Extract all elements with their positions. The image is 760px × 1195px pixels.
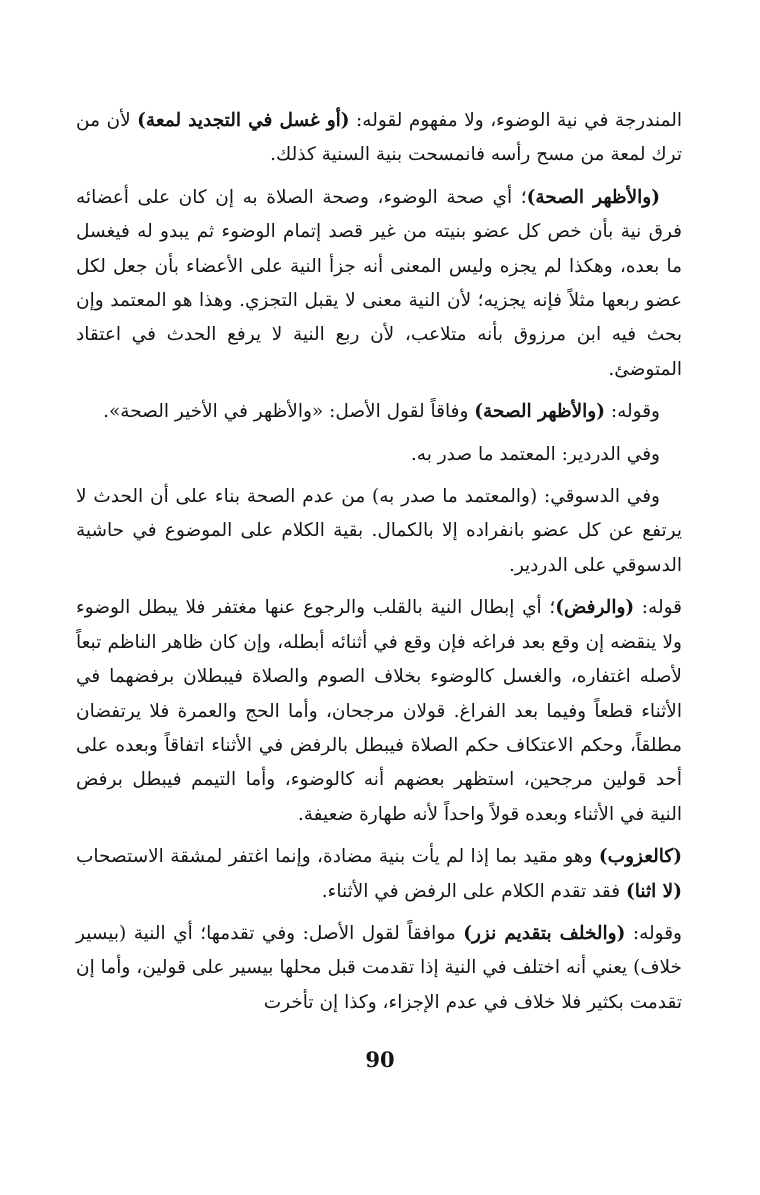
bold-text-run: (كالعزوب) xyxy=(598,846,682,868)
page-number: 90 xyxy=(365,1047,395,1072)
text-run: وقوله: xyxy=(604,401,660,423)
paragraph xyxy=(76,395,682,429)
text-run: موافقاً لقول الأصل: وفي تقدمها؛ أي النية (بيسير خلاف) يعني أنه اختلف في النية إذا تقدمت قبل محلها بيسير على قولين، وأما إن تقدمت بكثير فلا خلاف في عدم الإجزاء، وكذا إن تأخرت xyxy=(76,922,682,1013)
text-run: وهو مقيد بما إذا لم يأت بنية مضادة، وإنما اغتفر لمشقة الاستصحاب xyxy=(76,846,599,868)
text-run: وفاقاً لقول الأصل: «والأظهر في الأخير الصحة». xyxy=(103,401,475,423)
bold-text-run: (أو غسل في التجديد لمعة) xyxy=(137,110,350,131)
paragraph xyxy=(76,438,682,472)
text-run: المندرجة في نية الوضوء، ولا مفهوم لقوله: xyxy=(349,110,682,131)
bold-text-run: (والخلف بتقديم نزر) xyxy=(463,922,626,944)
text-run: وفي الدردير: المعتمد ما صدر به. xyxy=(410,443,660,465)
paragraph xyxy=(76,917,682,1020)
bold-text-run: (والأظهر الصحة) xyxy=(526,186,660,208)
text-run: قوله: xyxy=(634,597,682,619)
page-body xyxy=(76,104,682,1020)
paragraph xyxy=(76,104,682,173)
bold-text-run: (لا اثنا) xyxy=(625,880,682,902)
text-run: وقوله: xyxy=(625,922,682,944)
text-run: وفي الدسوقي: (والمعتمد ما صدر به) من عدم الصحة بناء على أن الحدث لا يرتفع عن كل عضو بانفراده إلا بالكمال. بقية الكلام على الموضوع في حاشية الدسوقي على الدردير. xyxy=(76,486,682,576)
text-run: لأن من ترك لمعة من مسح رأسه فانمسحت بنية السنية كذلك. xyxy=(76,110,682,166)
paragraph xyxy=(76,480,682,583)
text-run: فقد تقدم الكلام على الرفض في الأثناء. xyxy=(321,880,626,902)
bold-text-run: (والأظهر الصحة) xyxy=(474,401,605,423)
bold-text-run: (والرفض) xyxy=(555,597,635,619)
paragraph xyxy=(76,591,682,832)
paragraph xyxy=(76,181,682,387)
text-run: ؛ أي إبطال النية بالقلب والرجوع عنها مغتفر فلا يبطل الوضوء ولا ينقضه إن وقع بعد فراغه فإن وقع في أثنائه أبطله، وإن كان ظاهر الناظم تبعاً لأصله اغتفاره، والغسل كالوضوء بخلاف الصوم والصلاة فيبطلان برفضهما في الأثناء قطعاً وفيما بعد الفراغ. قولان مرجحان، وأما الحج والعمرة فلا يرتفضان مطلقاً، وحكم الاعتكاف حكم الصلاة فيبطل بالرفض في الأثناء اتفاقاً وبعده على أحد قولين مرجحين، استظهر بعضهم أنه كالوضوء، وأما التيمم فيبطل برفض النية في الأثناء وبعده قولاً واحداً لأنه طهارة ضعيفة. xyxy=(76,597,682,825)
text-run: ؛ أي صحة الوضوء، وصحة الصلاة به إن كان على أعضائه فرق نية بأن خص كل عضو بنيته من غير قصد إتمام الوضوء ثم يبدو له فيغسل ما بعده، وهكذا لم يجزه وليس المعنى أنه جزأ النية على الأعضاء بأن جعل لكل عضو ربعها مثلاً فإنه يجزيه؛ لأن النية معنى لا يقبل التجزي. وهذا هو المعتمد وإن بحث فيه ابن مرزوق بأنه متلاعب، لأن ربع النية لا يرفع الحدث في اعتقاد المتوضئ. xyxy=(76,186,682,380)
paragraph xyxy=(76,840,682,909)
